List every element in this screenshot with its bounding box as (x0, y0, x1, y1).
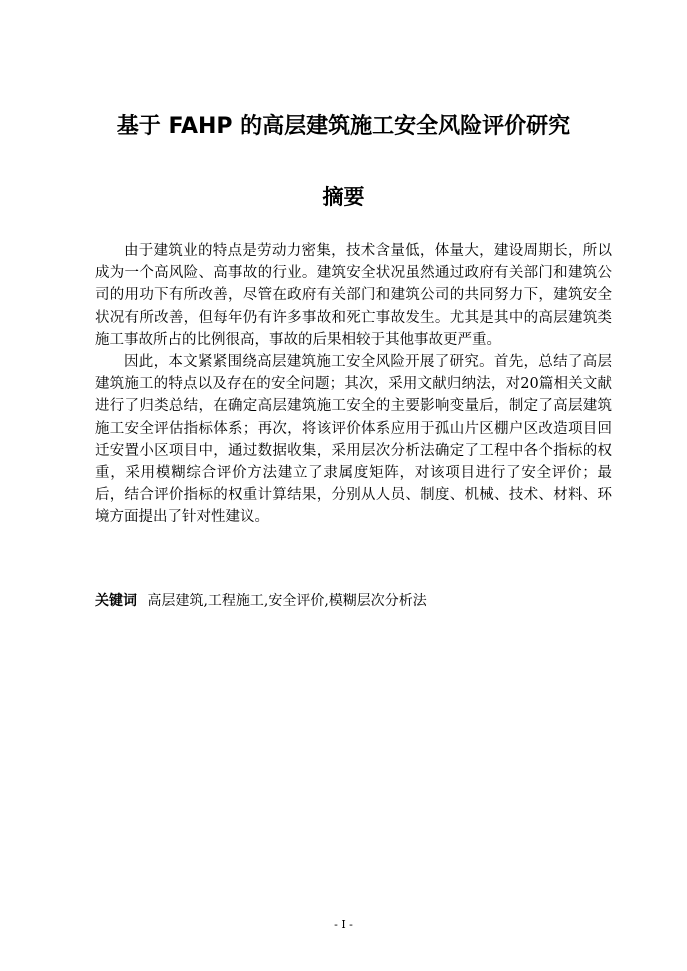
abstract-paragraph-1: 由于建筑业的特点是劳动力密集，技术含量低，体量大，建设周期长，所以成为一个高风险、高事故的行业。建筑安全状况虽然通过政府有关部门和建筑公司的用功下有所改善，尽管在政府有关部门和建筑公司的共同努力下，建筑安全状况有所改善，但每年仍有许多事故和死亡事故发生。尤其是其中的高层建筑类施工事故所占的比例很高，事故的后果相较于其他事故更严重。 (95, 243, 612, 348)
paper-title: 基于 FAHP 的高层建筑施工安全风险评价研究 (116, 114, 571, 139)
keywords-text: 高层建筑,工程施工,安全评价,模糊层次分析法 (147, 593, 427, 609)
abstract-heading: 摘要 (322, 185, 365, 209)
keywords-label: 关键词 (95, 593, 137, 609)
abstract-body (95, 240, 612, 529)
keywords-line (95, 590, 612, 612)
page-number: - I - (334, 918, 353, 931)
abstract-paragraph-2: 因此，本文紧紧围绕高层建筑施工安全风险开展了研究。首先，总结了高层建筑施工的特点以及存在的安全问题；其次，采用文献归纳法，对20篇相关文献进行了归类总结，在确定高层建筑施工安全的主要影响变量后，制定了高层建筑施工安全评估指标体系；再次，将该评价体系应用于孤山片区棚户区改造项目回迁安置小区项目中，通过数据收集，采用层次分析法确定了工程中各个指标的权重，采用模糊综合评价方法建立了隶属度矩阵，对该项目进行了安全评价；最后，结合评价指标的权重计算结果，分别从人员、制度、机械、技术、材料、环境方面提出了针对性建议。 (95, 354, 612, 526)
